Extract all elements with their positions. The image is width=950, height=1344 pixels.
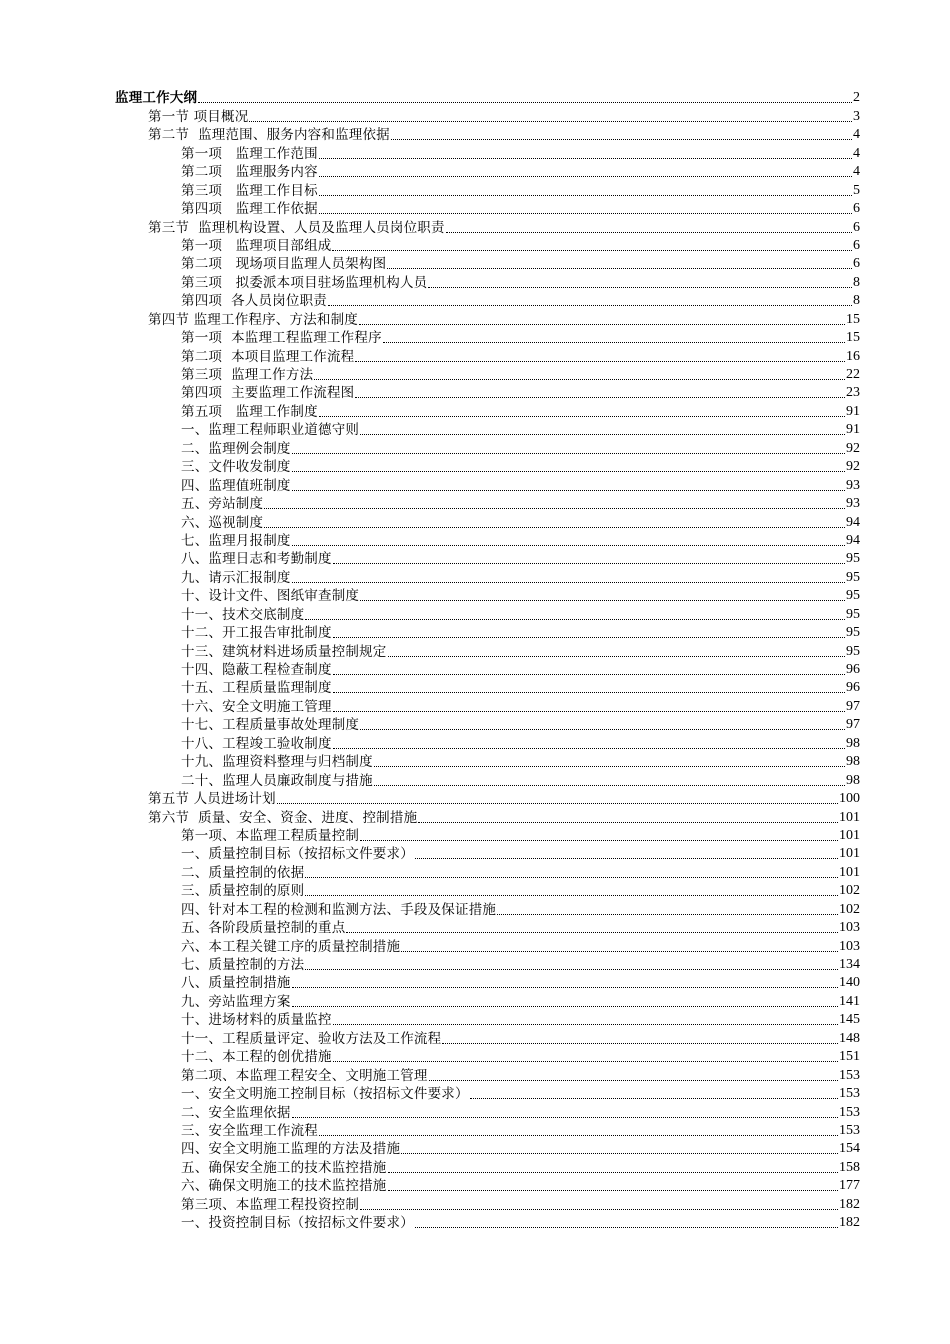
toc-entry[interactable] xyxy=(0,512,950,530)
toc-entry-title: 五、旁站制度 xyxy=(181,496,264,513)
toc-entry-title: 第四项 各人员岗位职责 xyxy=(181,293,327,310)
toc-page-number: 101 xyxy=(839,846,860,862)
toc-dot-leader xyxy=(333,562,845,564)
toc-entry-title: 第二项 现场项目监理人员架构图 xyxy=(181,256,387,273)
toc-page-number: 3 xyxy=(853,108,860,124)
toc-dot-leader xyxy=(292,1116,838,1118)
toc-dot-leader xyxy=(470,1097,838,1099)
toc-entry[interactable] xyxy=(0,180,950,198)
toc-dot-leader xyxy=(388,1189,839,1191)
toc-dot-leader xyxy=(319,1134,838,1136)
toc-page-number: 153 xyxy=(839,1122,860,1138)
toc-entry[interactable] xyxy=(0,1047,950,1065)
table-of-contents xyxy=(0,88,950,1231)
toc-entry[interactable] xyxy=(0,1084,950,1102)
toc-dot-leader xyxy=(388,1171,839,1173)
toc-entry-title: 二、监理例会制度 xyxy=(181,440,291,457)
toc-entry[interactable] xyxy=(0,641,950,659)
toc-entry-title: 五、确保安全施工的技术监控措施 xyxy=(181,1159,387,1176)
toc-page-number: 6 xyxy=(853,219,860,235)
toc-entry-title: 三、文件收发制度 xyxy=(181,459,291,476)
toc-page-number: 102 xyxy=(839,883,860,899)
toc-page-number: 97 xyxy=(846,717,860,733)
toc-entry[interactable] xyxy=(0,106,950,124)
toc-page-number: 93 xyxy=(846,477,860,493)
toc-page-number: 98 xyxy=(846,735,860,751)
toc-page-number: 153 xyxy=(839,1104,860,1120)
toc-entry-title: 三、安全监理工作流程 xyxy=(181,1122,318,1139)
toc-entry[interactable] xyxy=(0,844,950,862)
toc-entry[interactable] xyxy=(0,899,950,917)
toc-entry-title: 六、巡视制度 xyxy=(181,514,264,531)
toc-entry-title: 二、质量控制的依据 xyxy=(181,864,305,881)
toc-dot-leader xyxy=(249,120,852,122)
toc-entry[interactable] xyxy=(0,991,950,1009)
toc-entry[interactable] xyxy=(0,549,950,567)
toc-page-number: 153 xyxy=(839,1086,860,1102)
toc-entry-title: 第五项 监理工作制度 xyxy=(181,403,318,420)
toc-entry[interactable] xyxy=(0,199,950,217)
toc-entry[interactable] xyxy=(0,567,950,585)
toc-dot-leader xyxy=(319,194,852,196)
toc-entry[interactable] xyxy=(0,1065,950,1083)
toc-dot-leader xyxy=(264,526,845,528)
toc-entry-title: 一、监理工程师职业道德守则 xyxy=(181,422,360,439)
toc-dot-leader xyxy=(360,728,845,730)
toc-entry[interactable] xyxy=(0,420,950,438)
toc-entry-title: 四、安全文明施工监理的方法及措施 xyxy=(181,1141,401,1158)
toc-dot-leader xyxy=(359,323,845,325)
toc-dot-leader xyxy=(319,415,845,417)
toc-page-number: 91 xyxy=(846,422,860,438)
toc-entry[interactable] xyxy=(0,1102,950,1120)
toc-dot-leader xyxy=(415,857,838,859)
toc-dot-leader xyxy=(415,1226,838,1228)
toc-entry[interactable] xyxy=(0,733,950,751)
toc-entry-title: 第一项 本监理工程监理工作程序 xyxy=(181,330,382,347)
toc-dot-leader xyxy=(360,839,838,841)
toc-page-number: 95 xyxy=(846,643,860,659)
toc-entry-title: 第一项 监理项目部组成 xyxy=(181,237,332,254)
toc-entry-title: 监理工作大纲 xyxy=(115,90,198,107)
toc-page-number: 8 xyxy=(853,293,860,309)
toc-page-number: 101 xyxy=(839,827,860,843)
toc-entry[interactable] xyxy=(0,881,950,899)
toc-entry-title: 二、安全监理依据 xyxy=(181,1104,291,1121)
toc-dot-leader xyxy=(292,986,838,988)
toc-entry-title: 一、安全文明施工控制目标（按招标文件要求） xyxy=(181,1086,469,1103)
toc-entry[interactable] xyxy=(0,1139,950,1157)
toc-entry-title: 第四节 监理工作程序、方法和制度 xyxy=(148,311,358,328)
toc-page-number: 95 xyxy=(846,551,860,567)
toc-dot-leader xyxy=(383,341,845,343)
toc-dot-leader xyxy=(264,507,845,509)
toc-dot-leader xyxy=(374,765,845,767)
toc-entry-title: 十七、工程质量事故处理制度 xyxy=(181,717,360,734)
toc-page-number: 100 xyxy=(839,791,860,807)
toc-entry-title: 十九、监理资料整理与归档制度 xyxy=(181,754,373,771)
toc-dot-leader xyxy=(305,876,838,878)
toc-entry-title: 第一项 监理工作范围 xyxy=(181,145,318,162)
toc-entry-title: 二十、监理人员廉政制度与措施 xyxy=(181,772,373,789)
toc-page-number: 6 xyxy=(853,256,860,272)
toc-page-number: 95 xyxy=(846,569,860,585)
toc-entry-title: 第六节 质量、安全、资金、进度、控制措施 xyxy=(148,809,418,826)
toc-entry[interactable] xyxy=(0,623,950,641)
toc-dot-leader xyxy=(360,599,845,601)
toc-dot-leader xyxy=(292,452,845,454)
toc-page-number: 95 xyxy=(846,625,860,641)
toc-entry-title: 七、监理月报制度 xyxy=(181,532,291,549)
toc-entry[interactable] xyxy=(0,770,950,788)
toc-dot-leader xyxy=(355,360,845,362)
toc-dot-leader xyxy=(198,101,852,103)
toc-entry[interactable] xyxy=(0,346,950,364)
toc-page-number: 15 xyxy=(846,311,860,327)
toc-entry-title: 十二、开工报告审批制度 xyxy=(181,625,332,642)
toc-page-number: 5 xyxy=(853,182,860,198)
toc-dot-leader xyxy=(387,267,852,269)
toc-entry[interactable] xyxy=(0,143,950,161)
toc-dot-leader xyxy=(355,396,845,398)
toc-dot-leader xyxy=(292,489,845,491)
toc-entry[interactable] xyxy=(0,1010,950,1028)
toc-dot-leader xyxy=(360,1208,838,1210)
toc-entry[interactable] xyxy=(0,125,950,143)
toc-dot-leader xyxy=(332,249,852,251)
toc-entry[interactable] xyxy=(0,918,950,936)
toc-entry[interactable] xyxy=(0,973,950,991)
toc-entry[interactable] xyxy=(0,494,950,512)
toc-page-number: 134 xyxy=(839,957,860,972)
toc-entry[interactable] xyxy=(0,254,950,272)
toc-page-number: 153 xyxy=(839,1067,860,1083)
toc-entry[interactable] xyxy=(0,660,950,678)
toc-page-number: 98 xyxy=(846,772,860,788)
toc-dot-leader xyxy=(319,157,852,159)
toc-page-number: 102 xyxy=(839,901,860,917)
toc-entry-title: 十一、技术交底制度 xyxy=(181,606,305,623)
toc-entry-title: 十六、安全文明施工管理 xyxy=(181,698,332,715)
toc-dot-leader xyxy=(319,212,852,214)
toc-entry-title: 十一、工程质量评定、验收方法及工作流程 xyxy=(181,1030,442,1047)
toc-entry-title: 四、针对本工程的检测和监测方法、手段及保证措施 xyxy=(181,901,497,918)
toc-dot-leader xyxy=(401,950,838,952)
toc-entry-title: 十八、工程竣工验收制度 xyxy=(181,735,332,752)
toc-page-number: 95 xyxy=(846,588,860,604)
toc-page-number: 8 xyxy=(853,274,860,290)
toc-entry-title: 八、质量控制措施 xyxy=(181,975,291,992)
toc-entry-title: 三、质量控制的原则 xyxy=(181,883,305,900)
toc-entry-title: 九、旁站监理方案 xyxy=(181,993,291,1010)
toc-dot-leader xyxy=(305,894,838,896)
toc-page-number: 92 xyxy=(846,440,860,456)
toc-page-number: 141 xyxy=(839,993,860,1009)
toc-entry[interactable] xyxy=(0,383,950,401)
toc-dot-leader xyxy=(333,1060,838,1062)
toc-page-number: 95 xyxy=(846,606,860,622)
toc-entry-title: 十二、本工程的创优措施 xyxy=(181,1049,332,1066)
toc-page-number: 182 xyxy=(839,1215,860,1231)
toc-dot-leader xyxy=(446,231,852,233)
toc-page-number: 103 xyxy=(839,920,860,936)
toc-page-number: 182 xyxy=(839,1196,860,1212)
toc-entry[interactable] xyxy=(0,789,950,807)
toc-dot-leader xyxy=(292,1005,838,1007)
toc-entry[interactable] xyxy=(0,678,950,696)
toc-entry[interactable] xyxy=(0,955,950,973)
toc-entry-title: 六、确保文明施工的技术监控措施 xyxy=(181,1178,387,1195)
toc-entry[interactable] xyxy=(0,309,950,327)
toc-page-number: 22 xyxy=(846,367,860,382)
toc-page-number: 151 xyxy=(839,1049,860,1065)
toc-entry[interactable] xyxy=(0,752,950,770)
toc-page-number: 4 xyxy=(853,127,860,143)
toc-entry-title: 第三项 拟委派本项目驻场监理机构人员 xyxy=(181,274,428,291)
toc-page-number: 96 xyxy=(846,662,860,677)
toc-page-number: 6 xyxy=(853,237,860,253)
toc-entry-title: 十、设计文件、图纸审查制度 xyxy=(181,588,360,605)
toc-entry-title: 九、请示汇报制度 xyxy=(181,569,291,586)
toc-page-number: 23 xyxy=(846,385,860,401)
toc-entry-title: 第三项、本监理工程投资控制 xyxy=(181,1196,360,1213)
toc-entry[interactable] xyxy=(0,272,950,290)
toc-entry-title: 五、各阶段质量控制的重点 xyxy=(181,920,346,937)
toc-entry-title: 第一节 项目概况 xyxy=(148,108,249,125)
toc-page-number: 94 xyxy=(846,514,860,530)
toc-dot-leader xyxy=(442,1042,838,1044)
toc-page-number: 6 xyxy=(853,201,860,217)
toc-page-number: 94 xyxy=(846,532,860,548)
toc-dot-leader xyxy=(314,378,845,380)
toc-dot-leader xyxy=(497,913,838,915)
toc-entry[interactable] xyxy=(0,862,950,880)
toc-entry-title: 第二项 监理服务内容 xyxy=(181,164,318,181)
toc-entry-title: 一、投资控制目标（按招标文件要求） xyxy=(181,1215,414,1232)
toc-entry[interactable] xyxy=(0,328,950,346)
toc-dot-leader xyxy=(305,618,845,620)
toc-page-number: 4 xyxy=(853,164,860,180)
toc-dot-leader xyxy=(333,691,845,693)
toc-entry-title: 四、监理值班制度 xyxy=(181,477,291,494)
toc-entry-title: 第四项 监理工作依据 xyxy=(181,201,318,218)
toc-entry[interactable] xyxy=(0,604,950,622)
toc-dot-leader xyxy=(319,175,852,177)
toc-dot-leader xyxy=(429,1079,838,1081)
toc-entry-title: 第二项 本项目监理工作流程 xyxy=(181,348,355,365)
toc-page-number: 2 xyxy=(853,90,860,106)
toc-entry-title: 第四项 主要监理工作流程图 xyxy=(181,385,355,402)
toc-dot-leader xyxy=(418,821,838,823)
toc-entry-title: 第二项、本监理工程安全、文明施工管理 xyxy=(181,1067,428,1084)
toc-entry[interactable] xyxy=(0,586,950,604)
toc-page-number: 96 xyxy=(846,680,860,696)
toc-page-number: 177 xyxy=(839,1178,860,1194)
toc-entry[interactable] xyxy=(0,457,950,475)
toc-dot-leader xyxy=(305,968,838,970)
toc-entry-title: 第一项、本监理工程质量控制 xyxy=(181,827,360,844)
toc-page-number: 140 xyxy=(839,975,860,991)
toc-dot-leader xyxy=(292,581,845,583)
toc-entry-title: 十、进场材料的质量监控 xyxy=(181,1012,332,1029)
toc-entry[interactable] xyxy=(0,1213,950,1231)
toc-entry[interactable] xyxy=(0,936,950,954)
toc-dot-leader xyxy=(401,1152,838,1154)
toc-page-number: 101 xyxy=(839,864,860,880)
toc-page-number: 4 xyxy=(853,145,860,161)
toc-page-number: 101 xyxy=(839,809,860,825)
toc-entry[interactable] xyxy=(0,291,950,309)
toc-dot-leader xyxy=(333,636,845,638)
toc-page-number: 145 xyxy=(839,1012,860,1028)
toc-entry-title: 八、监理日志和考勤制度 xyxy=(181,551,332,568)
toc-entry[interactable] xyxy=(0,217,950,235)
toc-entry[interactable] xyxy=(0,1194,950,1212)
toc-page-number: 92 xyxy=(846,459,860,475)
toc-dot-leader xyxy=(391,138,852,140)
toc-page-number: 93 xyxy=(846,496,860,512)
toc-page-number: 16 xyxy=(846,348,860,364)
toc-dot-leader xyxy=(277,802,838,804)
toc-entry[interactable] xyxy=(0,236,950,254)
toc-page-number: 97 xyxy=(846,698,860,714)
toc-entry[interactable] xyxy=(0,162,950,180)
toc-entry-title: 第二节 监理范围、服务内容和监理依据 xyxy=(148,127,390,144)
toc-entry[interactable] xyxy=(0,401,950,419)
toc-dot-leader xyxy=(346,931,838,933)
toc-entry[interactable] xyxy=(0,475,950,493)
toc-entry-title: 第三项 监理工作方法 xyxy=(181,367,314,383)
toc-entry[interactable] xyxy=(0,438,950,456)
toc-page-number: 158 xyxy=(839,1159,860,1175)
toc-dot-leader xyxy=(292,470,845,472)
toc-entry[interactable] xyxy=(0,531,950,549)
toc-entry[interactable] xyxy=(0,1176,950,1194)
toc-dot-leader xyxy=(333,710,845,712)
toc-entry[interactable] xyxy=(0,807,950,825)
toc-dot-leader xyxy=(292,544,845,546)
toc-entry-title: 十五、工程质量监理制度 xyxy=(181,680,332,697)
toc-dot-leader xyxy=(374,784,845,786)
toc-dot-leader xyxy=(333,747,845,749)
toc-dot-leader xyxy=(333,1023,838,1025)
toc-dot-leader xyxy=(333,673,845,675)
toc-entry[interactable] xyxy=(0,715,950,733)
toc-page-number: 15 xyxy=(846,330,860,346)
toc-entry-title: 一、质量控制目标（按招标文件要求） xyxy=(181,846,414,863)
toc-page-number: 98 xyxy=(846,754,860,770)
toc-dot-leader xyxy=(360,433,845,435)
toc-entry[interactable] xyxy=(0,1157,950,1175)
toc-page-number: 103 xyxy=(839,938,860,954)
toc-entry[interactable] xyxy=(0,826,950,844)
toc-entry-title: 第五节 人员进场计划 xyxy=(148,791,276,808)
toc-page-number: 91 xyxy=(846,403,860,419)
toc-heading-entry[interactable] xyxy=(0,88,950,106)
toc-entry-title: 十三、建筑材料进场质量控制规定 xyxy=(181,643,387,660)
toc-entry[interactable] xyxy=(0,696,950,714)
toc-page-number: 154 xyxy=(839,1141,860,1157)
toc-entry-title: 七、质量控制的方法 xyxy=(181,957,305,973)
toc-page-number: 148 xyxy=(839,1030,860,1046)
toc-entry[interactable] xyxy=(0,1028,950,1046)
toc-entry[interactable] xyxy=(0,1121,950,1139)
toc-entry-title: 第三节 监理机构设置、人员及监理人员岗位职责 xyxy=(148,219,445,236)
toc-dot-leader xyxy=(388,655,846,657)
toc-dot-leader xyxy=(428,286,852,288)
toc-entry[interactable] xyxy=(0,365,950,383)
toc-entry-title: 十四、隐蔽工程检查制度 xyxy=(181,662,332,678)
toc-dot-leader xyxy=(328,304,852,306)
toc-entry-title: 六、本工程关键工序的质量控制措施 xyxy=(181,938,401,955)
toc-entry-title: 第三项 监理工作目标 xyxy=(181,182,318,199)
